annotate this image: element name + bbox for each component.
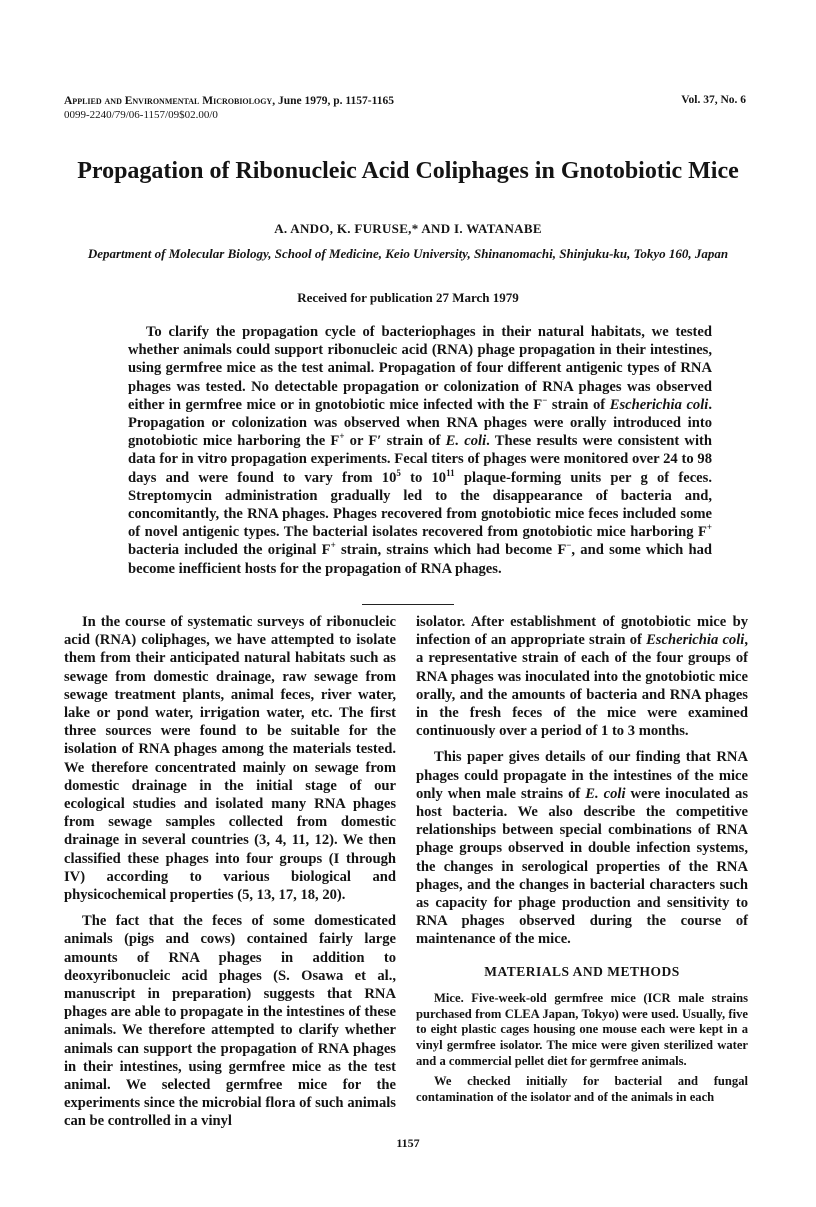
mice-label: Mice. [434,990,464,1005]
volume-issue: Vol. 37, No. 6 [681,94,746,106]
methods-text [416,991,748,1106]
section-divider [362,604,454,605]
affiliation: Department of Molecular Biology, School of Medicine, Keio University, Shinanomachi, Shinjuku-ku, Tokyo 160, Japan [87,246,729,261]
intro-paragraph-4: This paper gives details of our finding that RNA phages could propagate in the intestines of the mice only when male strains of E. coli were inoculated as host bacteria. We also describe the competitive relationships between special combinations of RNA phage groups observed in double infection systems, the changes in serological properties of the RNA phages, and the changes in bacterial characters such as capacity for phage production and sensitivity to RNA phages observed during the course of maintenance of the mice. [416,749,749,948]
page-number: 1157 [396,1136,420,1150]
mice-paragraph: Mice. Five-week-old germfree mice (ICR male strains purchased from CLEA Japan, Tokyo) were used. Usually, five to eight plastic cages housing one mouse each were kept in a vinyl germfree isolator. The mice were given sterilized water and a commercial pellet diet for germfree animals. [416,990,748,1069]
abstract: To clarify the propagation cycle of bacteriophages in their natural habitats, we tested whether animals could support ribonucleic acid (RNA) phage propagation in their intestines, using germfree mice as the test animal. Propagation of four different antigenic types of RNA phages was tested. No detectable propagation or colonization of RNA phages was observed either in germfree mice or in gnotobiotic mice infected with the F− strain of Escherichia coli. Propagation or colonization was observed when RNA phages were orally introduced into gnotobiotic mice harboring the F+ or F′ strain of E. coli. These results were consistent with data for in vitro propagation experiments. Fecal titers of phages were monitored over 24 to 98 days and were found to vary from $10^5$ to $10^{11}$ plaque-forming units per g of feces. Streptomycin administration gradually led to the disappearance of bacteria and, concomitantly, the RNA phages. Phages recovered from gnotobiotic mice feces included some of novel antigenic types. The bacterial isolates recovered from gnotobiotic mice harboring F+ bacteria included the original F+ strain, strains which had become F−, and some which had become inefficient hosts for the propagation of RNA phages. [128,324,713,577]
journal-citation [64,94,394,108]
left-column [64,613,396,1139]
intro-paragraph-2: The fact that the feces of some domesticated animals (pigs and cows) contained fairly large amounts of RNA phages in addition to deoxyribonucleic acid phages (S. Osawa et al., manuscript in preparation) suggests that RNA phages are able to propagate in the intestines of these animals. We therefore attempted to clarify whether animals can support the propagation of RNA phages in their intestines, using germfree mice as the test animal. We selected germfree mice for the experiments since the microbial flora of such animals can be controlled in a vinyl [64,913,396,1130]
journal-date-pages: , June 1979, p. 1157-1165 [272,95,394,107]
right-column [416,613,748,1109]
article-code: 0099-2240/79/06-1157/09$02.00/0 [64,109,218,121]
contamination-paragraph: We checked initially for bacterial and fungal contamination of the isolator and of the animals in each [416,1073,748,1104]
running-header [64,94,394,122]
intro-paragraph-1: In the course of systematic surveys of ribonucleic acid (RNA) coliphages, we have attempted to isolate them from their anticipated natural habitats such as sewage from domestic drainage, raw sewage from sewage treatment plants, animal feces, river water, lake or pond water, irrigation water, etc. The first three sources were found to be suitable for the isolation of RNA phages among the materials tested. We therefore concentrated mainly on sewage from domestic drainage in the initial stage of our ecological studies and isolated many RNA phages from sewage samples collected from domestic drainage in several countries (3, 4, 11, 12). We then classified these phages into four groups (I through IV) according to various biological and physicochemical properties (5, 13, 17, 18, 20). [64,614,396,904]
received-date: Received for publication 27 March 1979 [297,290,519,305]
article-title: Propagation of Ribonucleic Acid Coliphages in Gnotobiotic Mice [77,158,739,184]
journal-name: Applied and Environmental Microbiology [64,95,273,107]
authors: A. ANDO, K. FURUSE,* AND I. WATANABE [274,221,542,236]
section-heading: MATERIALS AND METHODS [484,963,680,979]
intro-paragraph-3: isolator. After establishment of gnotobiotic mice by infection of an appropriate strain of Escherichia coli, a representative strain of each of the four groups of RNA phages was inoculated into the gnotobiotic mice orally, and the amounts of bacteria and RNA phages in the fresh feces of the mice were examined continuously over a period of 1 to 3 months. [416,614,748,740]
